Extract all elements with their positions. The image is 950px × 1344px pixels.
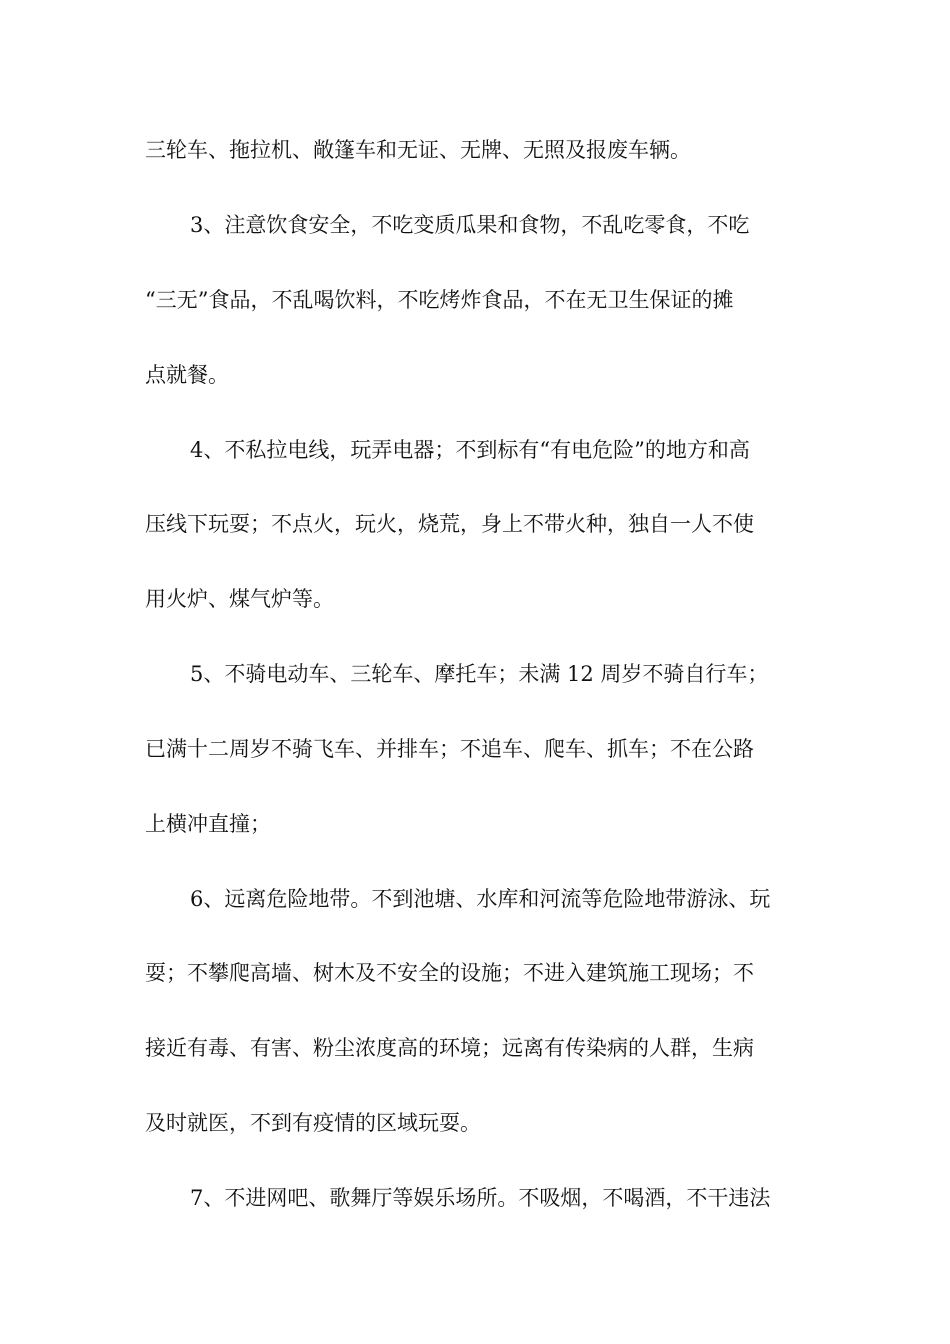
text-line: 6、远离危险地带。不到池塘、水库和河流等危险地带游泳、玩 (190, 887, 771, 911)
text-line: 3、注意饮食安全，不吃变质瓜果和食物，不乱吃零食，不吃 (190, 213, 750, 237)
text-line: “三无”食品，不乱喝饮料，不吃烤炸食品，不在无卫生保证的摊 (145, 288, 734, 312)
text-line: 及时就医，不到有疫情的区域玩耍。 (145, 1111, 481, 1135)
text-line: 压线下玩耍；不点火，玩火，烧荒，身上不带火种，独自一人不使 (145, 512, 754, 536)
text-line: 三轮车、拖拉机、敞篷车和无证、无牌、无照及报废车辆。 (145, 138, 691, 162)
text-line: 上横冲直撞； (145, 812, 271, 836)
text-line: 接近有毒、有害、粉尘浓度高的环境；远离有传染病的人群，生病 (145, 1036, 754, 1060)
text-line: 用火炉、煤气炉等。 (145, 587, 334, 611)
text-line: 7、不进网吧、歌舞厅等娱乐场所。不吸烟，不喝酒，不干违法 (190, 1186, 771, 1210)
text-line: 耍；不攀爬高墙、树木及不安全的设施；不进入建筑施工现场；不 (145, 961, 754, 985)
text-line: 4、不私拉电线，玩弄电器；不到标有“有电危险”的地方和高 (190, 438, 750, 462)
text-line: 点就餐。 (145, 363, 229, 387)
text-line: 已满十二周岁不骑飞车、并排车；不追车、爬车、抓车；不在公路 (145, 737, 754, 761)
text-line: 5、不骑电动车、三轮车、摩托车；未满 12 周岁不骑自行车； (190, 662, 769, 686)
